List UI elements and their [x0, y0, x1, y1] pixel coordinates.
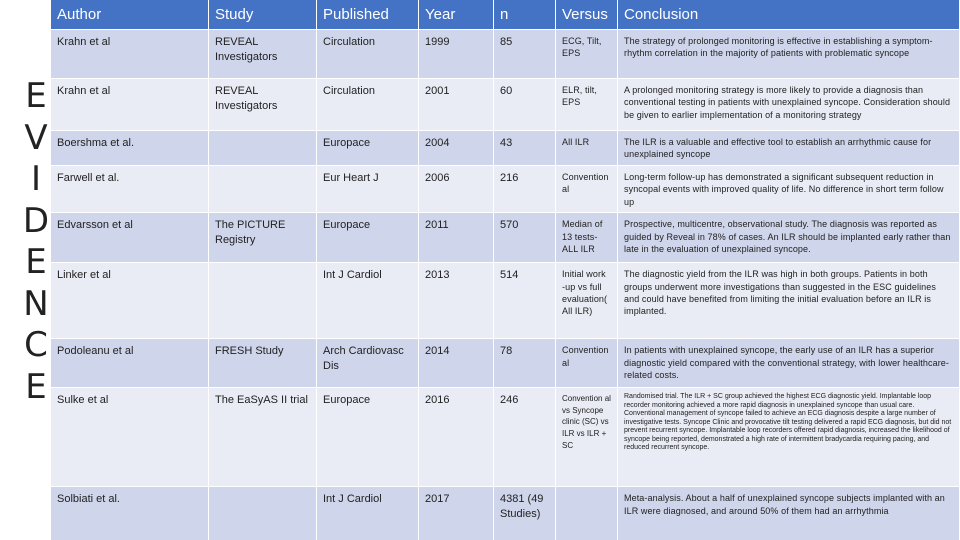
cell-versus: ELR, tilt, EPS: [556, 78, 618, 130]
cell-conclusion: Randomised trial. The ILR + SC group achieved the highest ECG diagnostic yield. Implantable loop recorder monitoring achieved a more rapid diagnosis in unexplained syncope than usual care. Conventional management of syncope failed to achieve an ECG diagnosis despite a large number of investigative tests. Syncope Clinic and provocative tilt testing delivered a rapid ECG diagnosis, but did not prevent recurrent syncope. Implantable loop recorders offered rapid diagnosis, increased the likelihood of syncope being reported, demonstrated a high rate of intermittent bradycardia requiring pacing, and reduced recurrent syncope.: [618, 387, 960, 486]
header-published: Published: [317, 0, 419, 29]
cell-author: Krahn et al: [51, 29, 209, 78]
cell-year: 2001: [419, 78, 494, 130]
cell-published: Eur Heart J: [317, 165, 419, 212]
evidence-table: [51, 0, 960, 540]
cell-study: FRESH Study: [209, 338, 317, 387]
cell-author: Boershma et al.: [51, 130, 209, 165]
cell-versus: Initial work -up vs full evaluation( All ILR): [556, 262, 618, 338]
table-row: [51, 262, 960, 338]
cell-conclusion: The strategy of prolonged monitoring is effective in establishing a symptom-rhythm correlation in the majority of patients with problematic syncope: [618, 29, 960, 78]
cell-n: 43: [494, 130, 556, 165]
table-row: [51, 165, 960, 212]
cell-year: 2011: [419, 212, 494, 262]
cell-year: 2004: [419, 130, 494, 165]
cell-published: Europace: [317, 212, 419, 262]
table-row: [51, 338, 960, 387]
cell-study: The PICTURE Registry: [209, 212, 317, 262]
cell-author: Solbiati et al.: [51, 486, 209, 540]
cell-author: Linker et al: [51, 262, 209, 338]
side-title-letter: D: [22, 200, 50, 241]
cell-published: Europace: [317, 387, 419, 486]
table-row: [51, 387, 960, 486]
side-title-letter: E: [25, 242, 47, 282]
cell-n: 60: [494, 78, 556, 130]
side-title-letter: E: [25, 76, 47, 116]
cell-study: REVEAL Investigators: [209, 29, 317, 78]
cell-year: 2016: [419, 387, 494, 486]
cell-author: Farwell et al.: [51, 165, 209, 212]
cell-conclusion: A prolonged monitoring strategy is more likely to provide a diagnosis than conventional testing in patients with unexplained syncope. Consideration should be given to earlier implementation of a monitoring strategy: [618, 78, 960, 130]
header-n: n: [494, 0, 556, 29]
table-row: [51, 486, 960, 540]
table-header-row: [51, 0, 960, 29]
header-conclusion: Conclusion: [618, 0, 960, 29]
cell-n: 4381 (49 Studies): [494, 486, 556, 540]
cell-author: Krahn et al: [51, 78, 209, 130]
cell-conclusion: Prospective, multicentre, observational study. The diagnosis was reported as guided by Reveal in 78% of cases. An ILR should be implanted early rather than late in the evaluation of unexplained syncope.: [618, 212, 960, 262]
cell-conclusion: The ILR is a valuable and effective tool to establish an arrhythmic cause for unexplained syncope: [618, 130, 960, 165]
cell-versus: [556, 486, 618, 540]
cell-conclusion: In patients with unexplained syncope, the early use of an ILR has a superior diagnostic yield compared with the conventional strategy, with lower healthcare-related costs.: [618, 338, 960, 387]
side-title-letter: C: [24, 325, 48, 365]
cell-study: The EaSyAS II trial: [209, 387, 317, 486]
table-row: [51, 212, 960, 262]
cell-study: [209, 262, 317, 338]
cell-versus: All ILR: [556, 130, 618, 165]
header-versus: Versus: [556, 0, 618, 29]
table-row: [51, 29, 960, 78]
cell-author: Sulke et al: [51, 387, 209, 486]
cell-year: 2013: [419, 262, 494, 338]
cell-published: Circulation: [317, 78, 419, 130]
cell-study: [209, 165, 317, 212]
cell-versus: Convention al: [556, 165, 618, 212]
cell-published: Circulation: [317, 29, 419, 78]
cell-conclusion: The diagnostic yield from the ILR was high in both groups. Patients in both groups underwent more investigations than suggested in the ESC guidelines and could have benefited from limiting the initial evaluation before an ILR is implanted.: [618, 262, 960, 338]
cell-published: Int J Cardiol: [317, 262, 419, 338]
cell-year: 1999: [419, 29, 494, 78]
header-study: Study: [209, 0, 317, 29]
table-row: [51, 78, 960, 130]
cell-n: 216: [494, 165, 556, 212]
table-row: [51, 130, 960, 165]
side-title-letter: E: [25, 366, 47, 407]
cell-versus: Convention al: [556, 338, 618, 387]
cell-conclusion: Meta-analysis. About a half of unexplained syncope subjects implanted with an ILR were diagnosed, and around 50% of them had an arrhythmia: [618, 486, 960, 540]
cell-author: Podoleanu et al: [51, 338, 209, 387]
side-title-letter: V: [24, 117, 48, 158]
cell-n: 78: [494, 338, 556, 387]
side-title-letter: N: [23, 283, 49, 324]
header-author: Author: [51, 0, 209, 29]
cell-author: Edvarsson et al: [51, 212, 209, 262]
cell-n: 570: [494, 212, 556, 262]
cell-n: 514: [494, 262, 556, 338]
cell-published: Int J Cardiol: [317, 486, 419, 540]
cell-n: 85: [494, 29, 556, 78]
cell-published: Arch Cardiovasc Dis: [317, 338, 419, 387]
cell-year: 2014: [419, 338, 494, 387]
cell-published: Europace: [317, 130, 419, 165]
header-year: Year: [419, 0, 494, 29]
cell-versus: Median of 13 tests-ALL ILR: [556, 212, 618, 262]
cell-year: 2017: [419, 486, 494, 540]
cell-study: REVEAL Investigators: [209, 78, 317, 130]
cell-study: [209, 486, 317, 540]
cell-year: 2006: [419, 165, 494, 212]
cell-study: [209, 130, 317, 165]
cell-conclusion: Long-term follow-up has demonstrated a significant subsequent reduction in syncopal events with improved quality of life. No difference in short term follow up: [618, 165, 960, 212]
cell-versus: ECG, Tilt, EPS: [556, 29, 618, 78]
cell-versus: Convention al vs Syncope clinic (SC) vs ILR vs ILR + SC: [556, 387, 618, 486]
cell-n: 246: [494, 387, 556, 486]
side-title-letter: I: [30, 159, 42, 199]
